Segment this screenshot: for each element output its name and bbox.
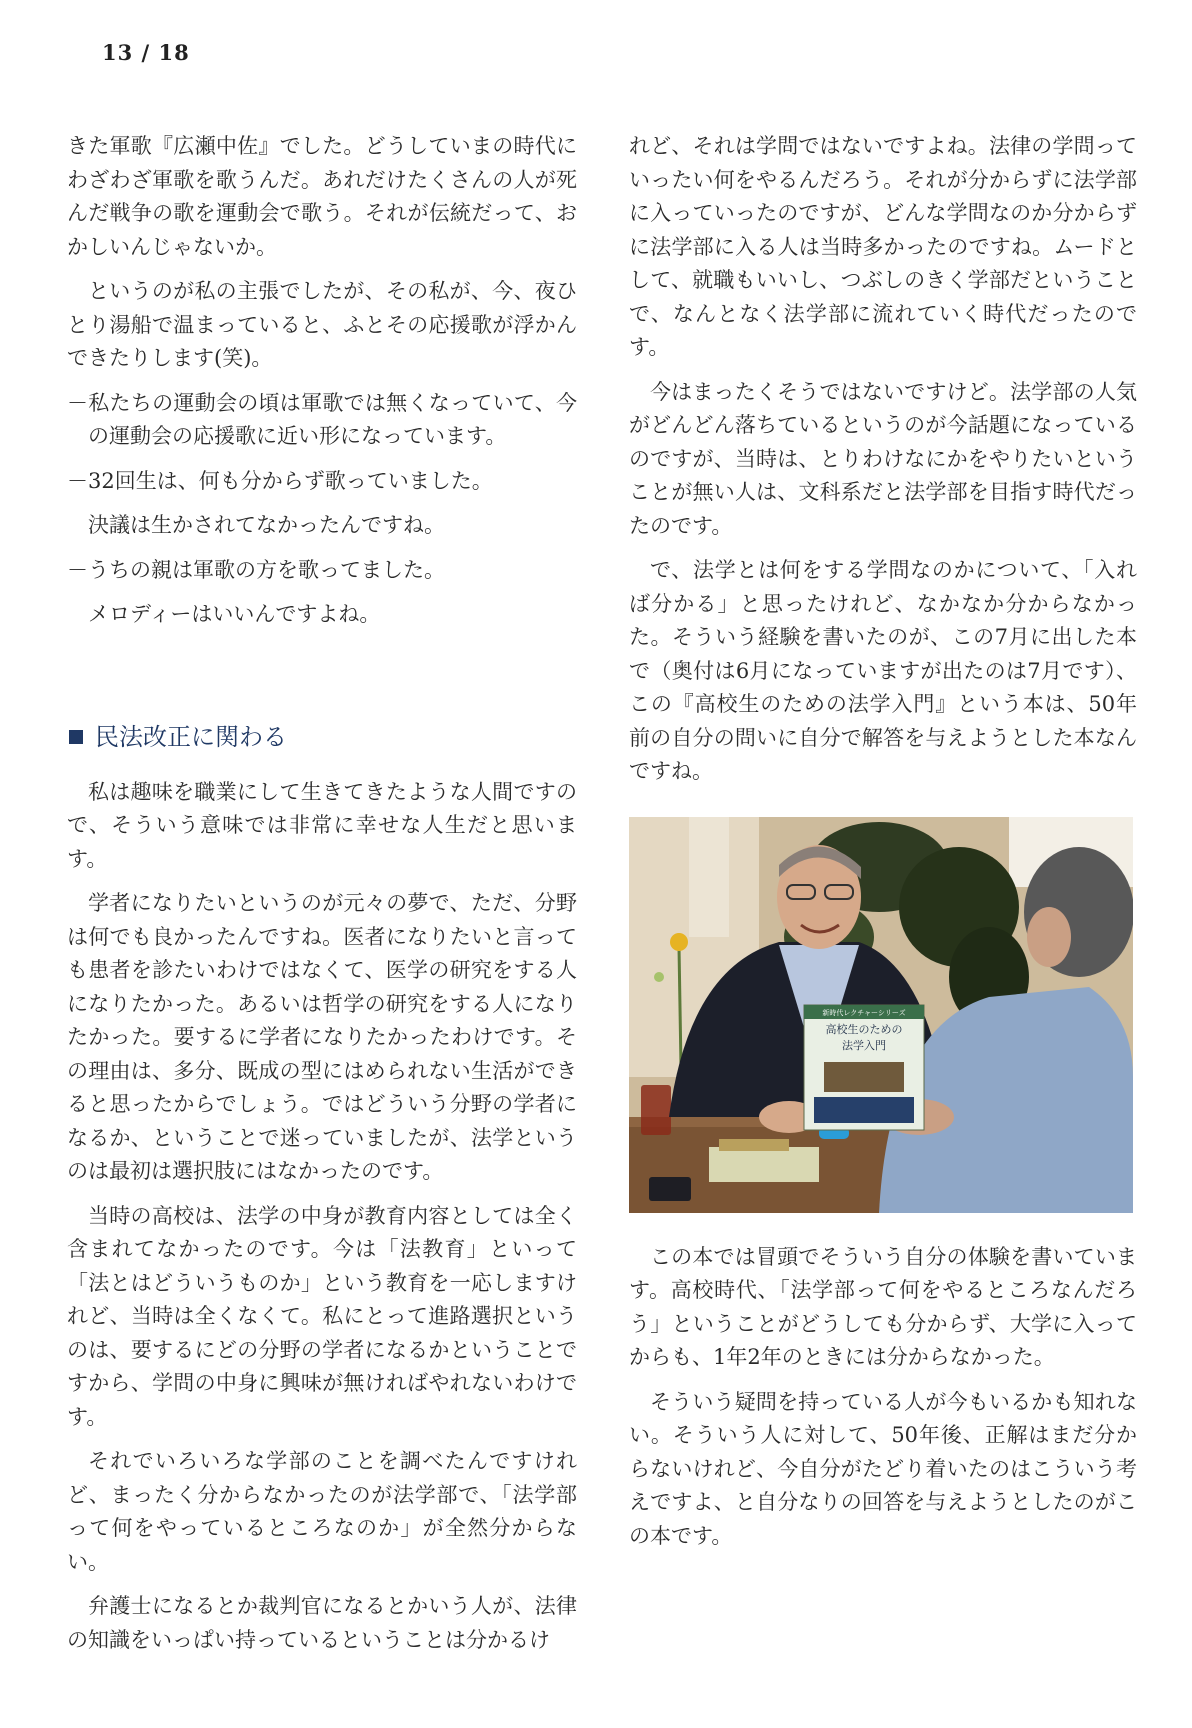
paragraph: そういう疑問を持っている人が今もいるかも知れない。そういう人に対して、50年後、正解はまだ分からないけれど、今自分がたどり着いたのはこういう考えですよ、と自分なりの回答を与えようとしたのがこの本です。 [629, 1389, 1137, 1548]
right-column [629, 130, 1137, 1564]
interviewer-question: －私たちの運動会の頃は軍歌では無くなっていて、今の運動会の応援歌に近い形になっています。 [67, 390, 577, 448]
paragraph: メロディーはいいんですよね。 [88, 602, 381, 626]
paragraph: それでいろいろな学部のことを調べたんですけれど、まったく分からなかったのが法学部で、「法学部って何をやっているところなのか」が全然分からない。 [67, 1449, 577, 1574]
paragraph: 決議は生かされてなかったんですね。 [88, 513, 445, 537]
paragraph: 当時の高校は、法学の中身が教育内容としては全く含まれてなかったのです。今は「法教育」といって「法とはどういうものか」という教育を一応しますけれど、当時は全くなくて。私にとって進路選択というのは、要するにどの分野の学者になるかということですから、学問の中身に興味が無ければやれないわけです。 [67, 1203, 577, 1429]
book-series-label: 新時代レクチャーシリーズ [822, 1008, 906, 1017]
section-heading-text: 民法改正に関わる [95, 722, 287, 751]
left-column [67, 130, 577, 1668]
paragraph: きた軍歌『広瀬中佐』でした。どうしていまの時代にわざわざ軍歌を歌うんだ。あれだけたくさんの人が死んだ戦争の歌を運動会で歌う。それが伝統だって、おかしいんじゃないか。 [67, 134, 577, 259]
book-title-line1: 高校生のための [825, 1022, 903, 1036]
book-title-line2: 法学入門 [842, 1038, 886, 1052]
square-bullet-icon [69, 730, 83, 744]
paragraph: で、法学とは何をする学問なのかについて、「入れば分かる」と思ったけれど、なかなか分からなかった。そういう経験を書いたのが、この7月に出した本で（奥付は6月になっていますが出たのは7月です）、この『高校生のための法学入門』という本は、50年前の自分の問いに自分で解答を与えようとした本なんですね。 [629, 558, 1137, 783]
paragraph: 弁護士になるとか裁判官になるとかいう人が、法律の知識をいっぱい持っているということは分かるけ [67, 1594, 577, 1652]
paragraph: れど、それは学問ではないですよね。法律の学問っていったい何をやるんだろう。それが分からずに法学部に入っていったのですが、どんな学問なのか分からずに法学部に入る人は当時多かったのですね。ムードとして、就職もいいし、つぶしのきく学部だということで、なんとなく法学部に流れていく時代だったのです。 [629, 134, 1137, 359]
paragraph: この本では冒頭でそういう自分の体験を書いています。高校時代、「法学部って何をやるところなんだろう」ということがどうしても分からず、大学に入ってからも、1年2年のときには分からなかった。 [629, 1244, 1137, 1369]
paragraph: 今はまったくそうではないですけど。法学部の人気がどんどん落ちているというのが今話題になっているのですが、当時は、とりわけなにかをやりたいということが無い人は、文科系だと法学部を目指す時代だったのです。 [629, 379, 1137, 538]
interview-photo [629, 817, 1133, 1213]
paragraph: 私は趣味を職業にして生きてきたような人間ですので、そういう意味では非常に幸せな人生だと思います。 [67, 779, 577, 871]
section-heading [67, 720, 577, 754]
paragraph: 学者になりたいというのが元々の夢で、ただ、分野は何でも良かったんですね。医者になりたいと言っても患者を診たいわけではなくて、医学の研究をする人になりたかった。あるいは哲学の研究をする人になりたかった。要するに学者になりたかったわけです。その理由は、多分、既成の型にはめられない生活ができると思ったからでしょう。ではどういう分野の学者になるか、ということで迷っていましたが、法学というのは最初は選択肢にはなかったのです。 [67, 891, 577, 1183]
page-number: 13 / 18 [102, 40, 190, 65]
interviewer-question: －32回生は、何も分からず歌っていました。 [67, 468, 493, 493]
paragraph: というのが私の主張でしたが、その私が、今、夜ひとり湯船で温まっていると、ふとその応援歌が浮かんできたりします(笑)。 [67, 279, 577, 370]
interviewer-question: －うちの親は軍歌の方を歌ってました。 [67, 557, 445, 582]
